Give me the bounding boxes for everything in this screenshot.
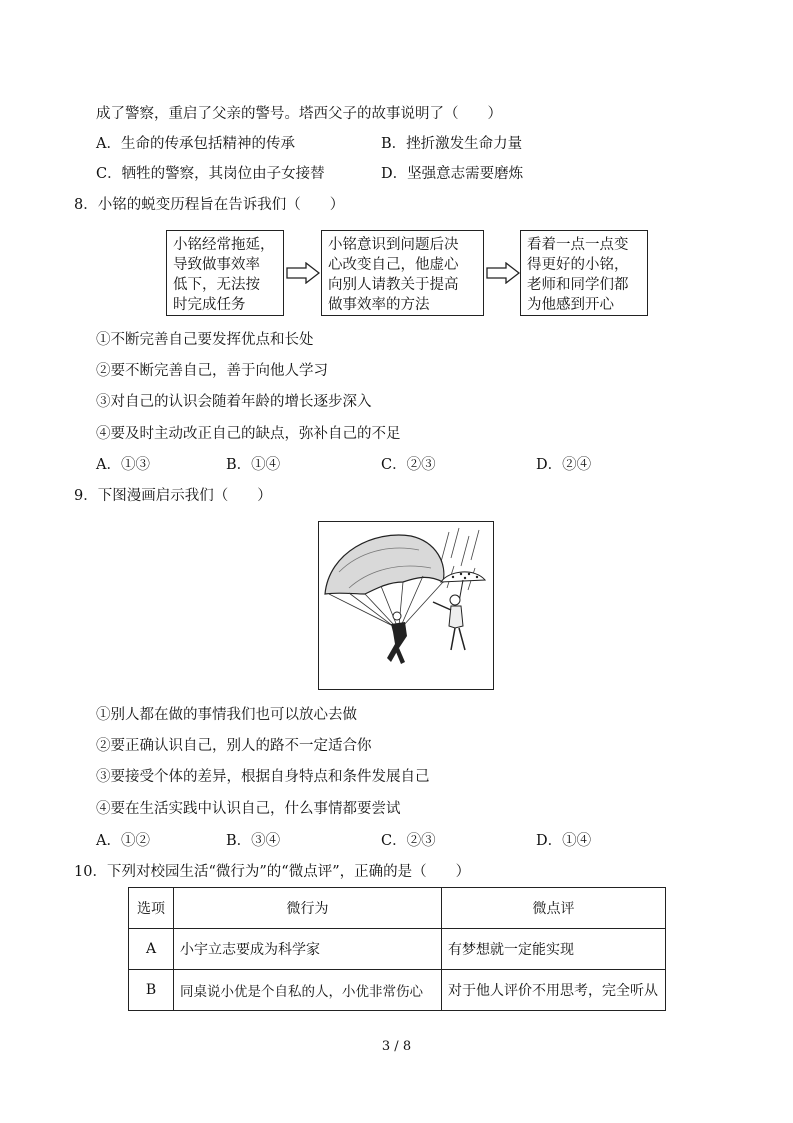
arrow-right-icon — [486, 262, 520, 284]
q8-option-a[interactable]: A．①③ — [96, 457, 150, 473]
q8-stem: 8．小铭的蜕变历程旨在告诉我们（ ） — [74, 197, 345, 213]
table-cell: 有梦想就一定能实现 — [442, 929, 666, 970]
flow-text: 为他感到开心 — [527, 297, 614, 313]
q8-statement-1: ①不断完善自己要发挥优点和长处 — [96, 332, 314, 348]
q8-option-b[interactable]: B．①④ — [226, 457, 281, 473]
cartoon-icon — [319, 522, 492, 688]
flow-text: 低下，无法按 — [173, 277, 260, 293]
flow-text: 小铭经常拖延， — [173, 237, 275, 253]
q8-option-c[interactable]: C．②③ — [381, 457, 436, 473]
q8-option-d[interactable]: D．②④ — [536, 457, 592, 473]
q9-stem: 9．下图漫画启示我们（ ） — [74, 488, 272, 504]
q7-option-c[interactable]: C．牺牲的警察，其岗位由子女接替 — [96, 166, 325, 182]
q10-table — [128, 887, 666, 1011]
q7-option-d[interactable]: D．坚强意志需要磨炼 — [381, 166, 524, 182]
q9-statement-2: ②要正确认识自己，别人的路不一定适合你 — [96, 738, 372, 754]
q9-statement-4: ④要在生活实践中认识自己，什么事情都要尝试 — [96, 801, 401, 817]
flow-text: 向别人请教关于提高 — [328, 277, 459, 293]
table-row — [129, 929, 666, 970]
q9-option-d[interactable]: D．①④ — [536, 833, 592, 849]
q8-statement-2: ②要不断完善自己，善于向他人学习 — [96, 363, 328, 379]
q9-statement-3: ③要接受个体的差异，根据自身特点和条件发展自己 — [96, 769, 430, 785]
flow-text: 时完成任务 — [173, 297, 246, 313]
q8-statement-3: ③对自己的认识会随着年龄的增长逐步深入 — [96, 394, 372, 410]
table-header-cell: 微行为 — [174, 888, 442, 929]
page-number: 3 / 8 — [381, 1039, 412, 1054]
q8-statement-4: ④要及时主动改正自己的缺点，弥补自己的不足 — [96, 426, 401, 442]
flow-text: 看着一点一点变 — [527, 237, 629, 253]
table-header-cell: 选项 — [129, 888, 174, 929]
flow-text: 小铭意识到问题后决 — [328, 237, 459, 253]
q8-flow-box-3 — [520, 230, 648, 316]
q8-flow-box-2 — [321, 230, 484, 316]
parachute-umbrella-cartoon — [318, 521, 494, 690]
q10-stem: 10．下列对校园生活“微行为”的“微点评”，正确的是（ ） — [74, 864, 471, 880]
table-cell: 小宇立志要成为科学家 — [174, 929, 442, 970]
flow-text: 老师和同学们都 — [527, 277, 629, 293]
flow-text: 做事效率的方法 — [328, 297, 430, 313]
q9-option-a[interactable]: A．①② — [96, 833, 150, 849]
table-cell: 同桌说小优是个自私的人，小优非常伤心 — [174, 970, 442, 1011]
q8-flow-box-1 — [166, 230, 284, 316]
q9-statement-1: ①别人都在做的事情我们也可以放心去做 — [96, 707, 357, 723]
flow-text: 得更好的小铭， — [527, 257, 629, 273]
table-cell: A — [129, 929, 174, 970]
table-cell: 对于他人评价不用思考，完全听从 — [442, 970, 666, 1011]
q9-option-b[interactable]: B．③④ — [226, 833, 281, 849]
q7-stem-tail: 成了警察，重启了父亲的警号。塔西父子的故事说明了（ ） — [96, 106, 502, 122]
table-row — [129, 970, 666, 1011]
arrow-right-icon — [286, 262, 320, 284]
flow-text: 导致做事效率 — [173, 257, 260, 273]
q9-option-c[interactable]: C．②③ — [381, 833, 436, 849]
q7-option-a[interactable]: A．生命的传承包括精神的传承 — [96, 136, 295, 152]
flow-text: 心改变自己，他虚心 — [328, 257, 459, 273]
table-cell: B — [129, 970, 174, 1011]
table-header-cell: 微点评 — [442, 888, 666, 929]
q7-option-b[interactable]: B．挫折激发生命力量 — [381, 136, 523, 152]
table-header-row — [129, 888, 666, 929]
